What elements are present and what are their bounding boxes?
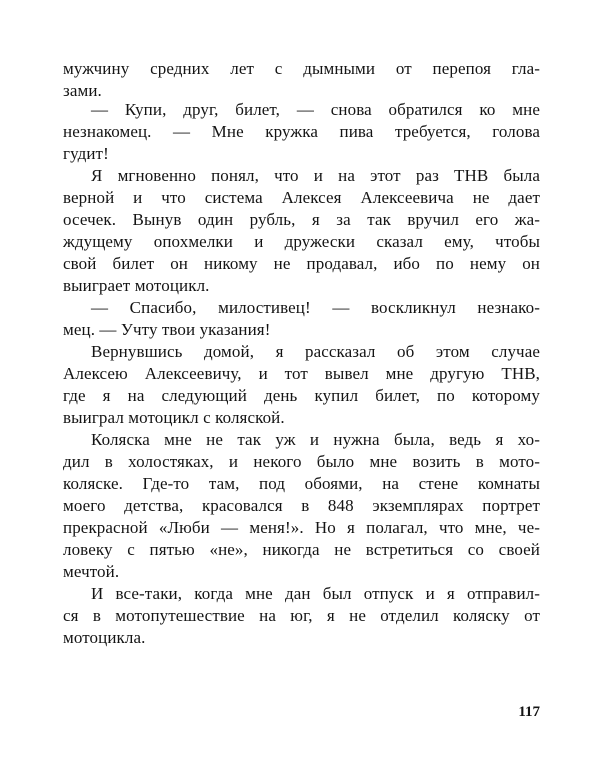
text-line: — Купи, друг, билет, — снова обратился ко мне [91,100,540,119]
text-line: Коляска мне не так уж и нужна была, ведь я хо- [91,430,540,449]
text-line: — Спасибо, милостивец! — воскликнул незнако- [91,298,540,317]
text-line: мец. — Учту твои указания! [63,320,271,339]
text-line: мотоцикла. [63,628,146,647]
text-line: ся в мотопутешествие на юг, я не отделил коляску от [63,606,540,625]
text-line: верной и что система Алексея Алексеевича не дает [63,188,540,207]
text-line: выиграл мотоцикл с коляской. [63,408,285,427]
page-number: 117 [518,704,540,720]
text-line: коляске. Где-то там, под обоями, на стене комнаты [63,474,540,493]
text-line: ждущему опохмелки и дружески сказал ему, чтобы [63,232,540,251]
text-line: Алексею Алексеевичу, и тот вывел мне другую ТНВ, [63,364,540,383]
text-line: мечтой. [63,562,120,581]
text-line: где я на следующий день купил билет, по которому [63,386,540,405]
text-line: моего детства, красовался в 848 экземплярах портрет [63,496,540,515]
text-line: свой билет он никому не продавал, ибо по нему он [63,254,540,273]
text-line: мужчину средних лет с дымными от перепоя гла- [63,59,540,78]
text-line: выиграет мотоцикл. [63,276,210,295]
text-line: прекрасной «Люби — меня!». Но я полагал, что мне, че- [63,518,540,537]
text-line: ловеку с пятью «не», никогда не встретиться со своей [63,540,540,559]
text-line: Вернувшись домой, я рассказал об этом случае [91,342,540,361]
text-line: осечек. Вынув один рубль, я за так вручил его жа- [63,210,540,229]
text-line: И все-таки, когда мне дан был отпуск и я отправил- [91,584,540,603]
text-line: зами. [63,81,102,100]
text-line: незнакомец. — Мне кружка пива требуется, голова [63,122,540,141]
text-line: Я мгновенно понял, что и на этот раз ТНВ была [91,166,540,185]
text-line: гудит! [63,144,109,163]
text-line: дил в холостяках, и некого было мне возить в мото- [63,452,540,471]
